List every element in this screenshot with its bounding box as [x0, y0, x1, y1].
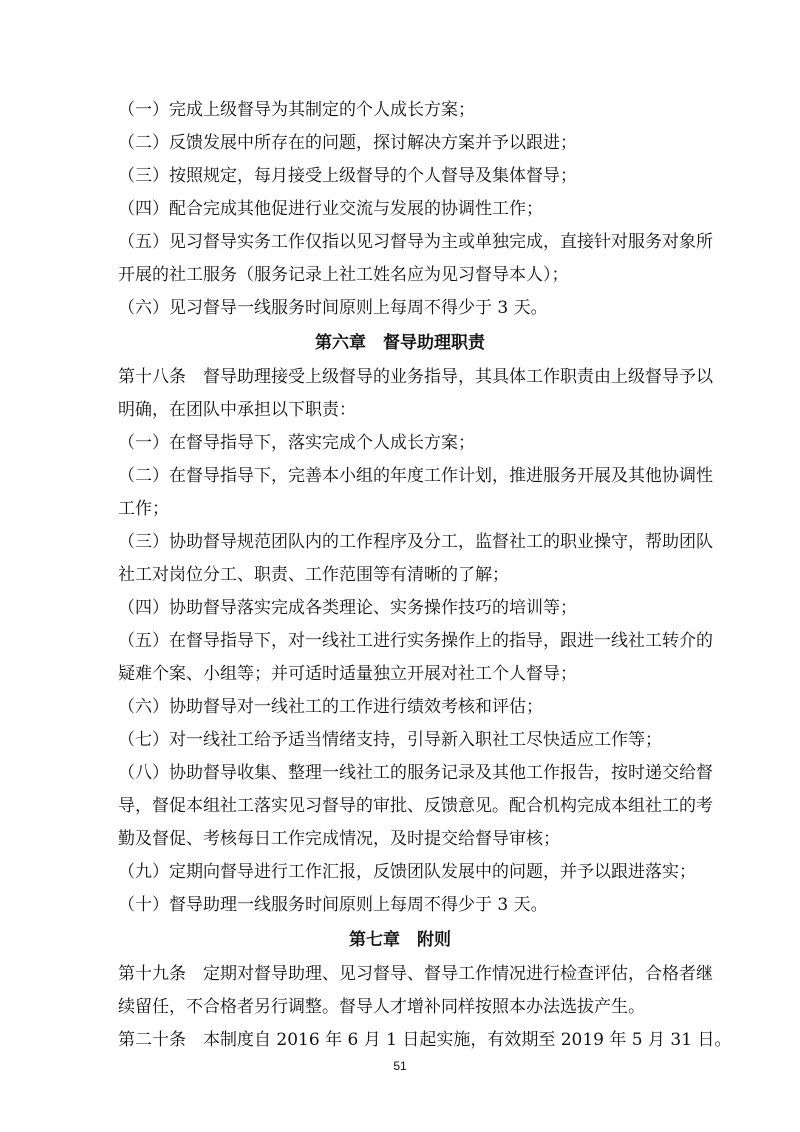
article-paragraph-continuation: 明确，在团队中承担以下职责：: [118, 400, 356, 420]
list-item: （六）见习督导一线服务时间原则上每周不得少于 3 天。: [118, 298, 548, 318]
list-item: （四）配合完成其他促进行业交流与发展的协调性工作；: [118, 199, 543, 219]
article-paragraph: 第十九条 定期对督导助理、见习督导、督导工作情况进行检查评估，合格者继: [118, 964, 713, 984]
list-item: （五）见习督导实务工作仅指以见习督导为主或单独完成，直接针对服务对象所: [118, 232, 713, 252]
list-item-continuation: 开展的社工服务（服务记录上社工姓名应为见习督导本人）；: [118, 265, 569, 285]
list-item: （四）协助督导落实完成各类理论、实务操作技巧的培训等；: [118, 598, 577, 618]
chapter-heading: 第七章 附则: [349, 930, 451, 950]
list-item: （一）在督导指导下，落实完成个人成长方案；: [118, 433, 475, 453]
list-item: （六）协助督导对一线社工的工作进行绩效考核和评估；: [118, 697, 543, 717]
list-item: （七）对一线社工给予适当情绪支持，引导新入职社工尽快适应工作等；: [118, 730, 662, 750]
list-item: （二）在督导指导下，完善本小组的年度工作计划，推进服务开展及其他协调性: [118, 466, 713, 486]
article-paragraph: 第十八条 督导助理接受上级督导的业务指导，其具体工作职责由上级督导予以: [118, 367, 713, 387]
list-item: （十）督导助理一线服务时间原则上每周不得少于 3 天。: [118, 895, 548, 915]
page-number: 51: [393, 1059, 407, 1073]
list-item: （五）在督导指导下，对一线社工进行实务操作上的指导，跟进一线社工转介的: [118, 631, 713, 651]
list-item: （三）协助督导规范团队内的工作程序及分工，监督社工的职业操守，帮助团队: [118, 532, 713, 552]
article-paragraph: 第二十条 本制度自 2016 年 6 月 1 日起实施，有效期至 2019 年 5 月 31 日。: [118, 1030, 732, 1050]
list-item: （三）按照规定，每月接受上级督导的个人督导及集体督导；: [118, 166, 577, 186]
list-item-continuation: 勤及督促、考核每日工作完成情况，及时提交给督导审核；: [118, 829, 560, 849]
list-item: （八）协助督导收集、整理一线社工的服务记录及其他工作报告，按时递交给督: [118, 763, 713, 783]
list-item-continuation: 工作；: [118, 499, 169, 519]
list-item: （二）反馈发展中所存在的问题，探讨解决方案并予以跟进；: [118, 133, 577, 153]
chapter-heading: 第六章 督导助理职责: [315, 333, 485, 353]
list-item: （一）完成上级督导为其制定的个人成长方案；: [118, 100, 475, 120]
article-paragraph-continuation: 续留任，不合格者另行调整。督导人才增补同样按照本办法选拔产生。: [118, 997, 645, 1017]
list-item: （九）定期向督导进行工作汇报，反馈团队发展中的问题，并予以跟进落实；: [118, 862, 696, 882]
list-item-continuation: 疑难个案、小组等；并可适时适量独立开展对社工个人督导；: [118, 664, 577, 684]
list-item-continuation: 导，督促本组社工落实见习督导的审批、反馈意见。配合机构完成本组社工的考: [118, 796, 713, 816]
list-item-continuation: 社工对岗位分工、职责、工作范围等有清晰的了解；: [118, 565, 509, 585]
